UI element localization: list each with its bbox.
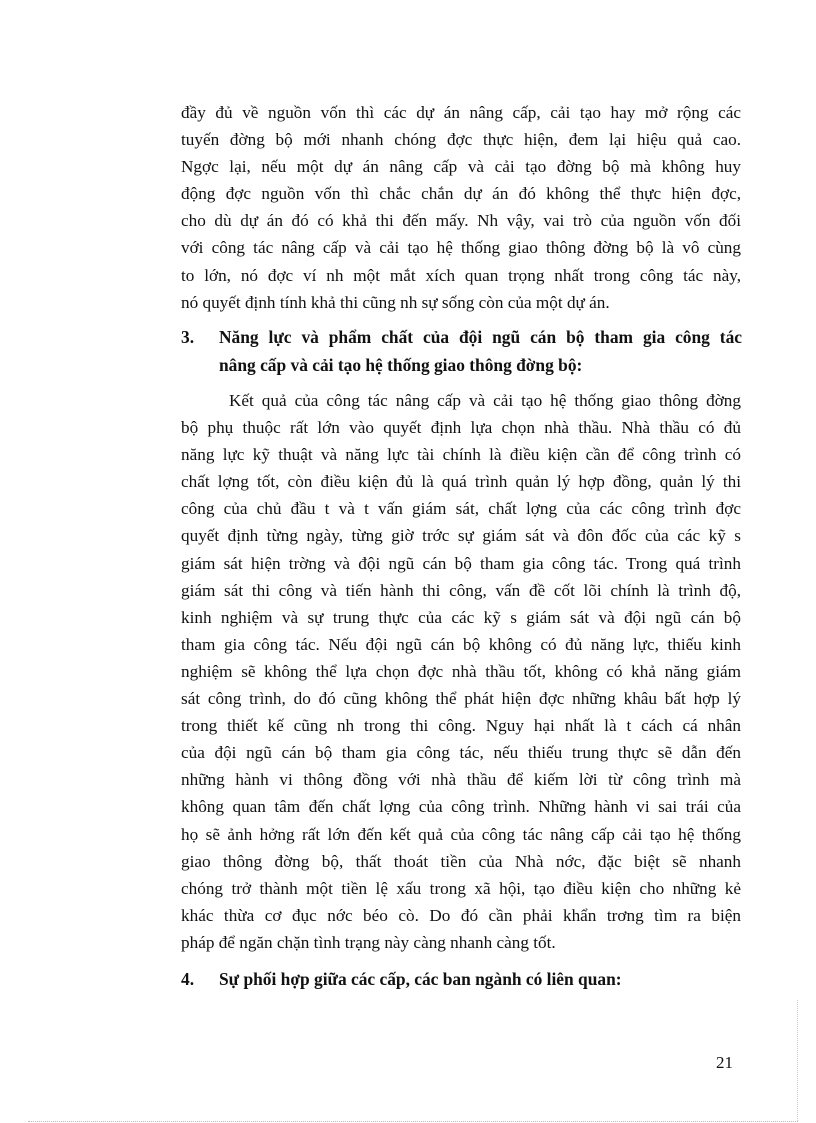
text-line: pháp để ngăn chặn tình trạng này càng nhanh càng tốt. <box>181 932 556 952</box>
text-line: chất lợng tốt, còn điều kiện đủ là quá trình quản lý hợp đồng, quản lý thi <box>181 472 741 492</box>
text-line: họ sẽ ảnh hởng rất lớn đến kết quả của công tác nâng cấp cải tạo hệ thống <box>181 824 741 844</box>
text-line: năng lực kỹ thuật và năng lực tài chính là điều kiện cần để công trình có <box>181 445 741 465</box>
text-line: trong thiết kế cũng nh trong thi công. Nguy hại nhất là t cách cá nhân <box>181 716 741 736</box>
text-line: giao thông đờng bộ, thất thoát tiền của Nhà nớc, đặc biệt sẽ nhanh <box>181 851 741 871</box>
text-line: nghiệm sẽ không thể lựa chọn đợc nhà thầu tốt, không có khả năng giám <box>181 661 741 681</box>
text-line: không quan tâm đến chất lợng của công trình. Những hành vi sai trái của <box>181 797 741 817</box>
heading-line: nâng cấp và cải tạo hệ thống giao thông đờng bộ: <box>219 354 583 375</box>
heading-line: Sự phối hợp giữa các cấp, các ban ngành có liên quan: <box>219 969 622 989</box>
text-line: công của chủ đầu t và t vấn giám sát, chất lợng của các công trình đợc <box>181 499 741 519</box>
text-line: tham gia công tác. Nếu đội ngũ cán bộ không có đủ năng lực, thiếu kinh <box>181 634 741 654</box>
text-line: to lớn, nó đợc ví nh một mắt xích quan trọng nhất trong công tác này, <box>181 265 741 285</box>
section-number: 4. <box>181 969 195 989</box>
text-line: khác thừa cơ đục nớc béo cò. Do đó cần phải khẩn trơng tìm ra biện <box>181 905 741 925</box>
text-line: kinh nghiệm và sự trung thực của các kỹ s giám sát và đội ngũ cán bộ <box>181 607 741 627</box>
text-line: quyết định từng ngày, từng giờ trớc sự giám sát và đôn đốc của các kỹ s <box>181 526 741 546</box>
text-line: của đội ngũ cán bộ tham gia công tác, nếu thiếu trung thực sẽ dẫn đến <box>181 743 741 763</box>
side-divider <box>797 1000 798 1121</box>
text-line: bộ phụ thuộc rất lớn vào quyết định lựa chọn nhà thầu. Nhà thầu có đủ <box>181 418 741 438</box>
text-line: cho dù dự án đó có khả thi đến mấy. Nh vậy, vai trò của nguồn vốn đối <box>181 211 741 231</box>
page-number: 21 <box>716 1053 733 1072</box>
section-heading-4 <box>181 966 742 994</box>
text-line: chóng trở thành một tiền lệ xấu trong xã hội, tạo điều kiện cho những kẻ <box>181 878 741 898</box>
text-line: những hành vi thông đồng với nhà thầu để kiếm lời từ công trình mà <box>181 770 741 790</box>
text-line: đầy đủ về nguồn vốn thì các dự án nâng cấp, cải tạo hay mở rộng các <box>181 103 741 122</box>
text-line: với công tác nâng cấp và cải tạo hệ thống giao thông đờng bộ là vô cùng <box>181 238 741 258</box>
text-line: Kết quả của công tác nâng cấp và cải tạo hệ thống giao thông đờng <box>229 391 741 410</box>
text-line: tuyến đờng bộ mới nhanh chóng đợc thực hiện, đem lại hiệu quả cao. <box>181 130 741 150</box>
text-line: giám sát thi công và tiến hành thi công, vấn đề cốt lõi chính là trình độ, <box>181 580 741 600</box>
section-heading-3 <box>181 324 742 380</box>
footer-divider <box>28 1121 798 1122</box>
text-line: Ngợc lại, nếu một dự án nâng cấp và cải tạo đờng bộ mà không huy <box>181 157 741 177</box>
text-line: giám sát hiện trờng và đội ngũ cán bộ tham gia công tác. Trong quá trình <box>181 553 741 573</box>
paragraph-staff-capability <box>181 387 741 956</box>
paragraph-funding-importance <box>181 99 741 316</box>
text-line: động đợc nguồn vốn thì chắc chắn dự án đó không thể thực hiện đợc, <box>181 184 741 204</box>
text-line: nó quyết định tính khả thi cũng nh sự sống còn của một dự án. <box>181 292 610 312</box>
section-number: 3. <box>181 327 195 347</box>
heading-line: Năng lực và phẩm chất của đội ngũ cán bộ tham gia công tác <box>219 327 742 347</box>
text-line: sát công trình, do đó cũng không thể phát hiện đợc những khâu bất hợp lý <box>181 689 741 709</box>
